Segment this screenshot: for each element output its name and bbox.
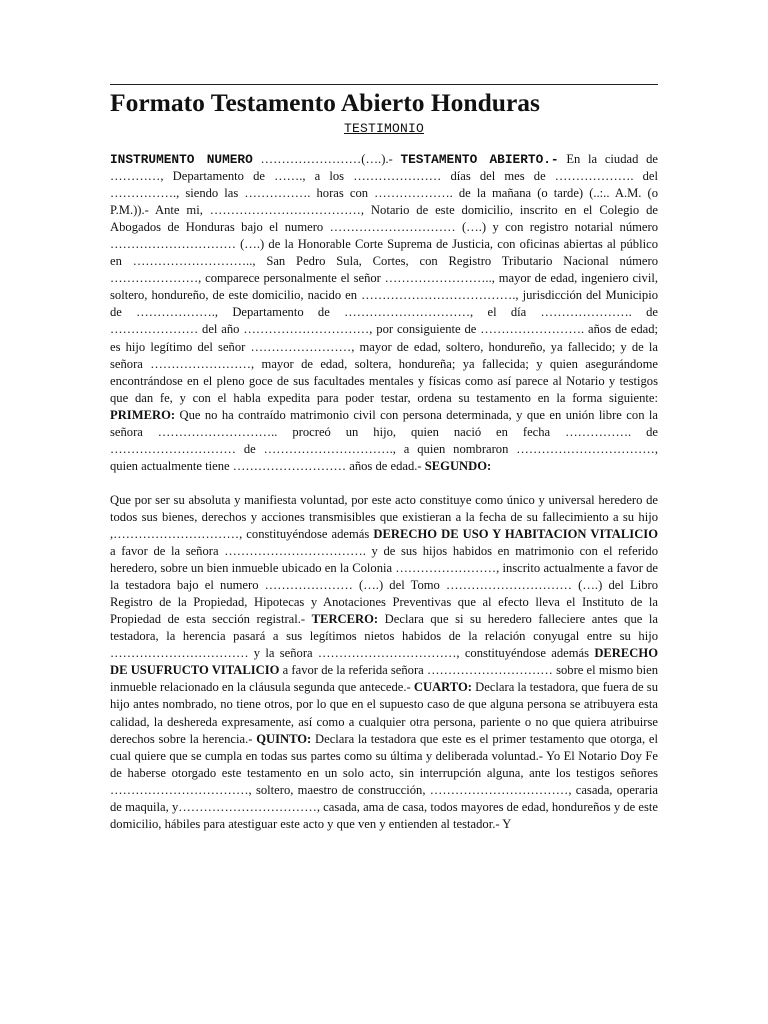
document-title: Formato Testamento Abierto Honduras	[110, 88, 540, 117]
body-text-run: ……………………(….).-	[252, 152, 401, 166]
keyword-quinto: QUINTO:	[256, 731, 312, 746]
paragraph-gap	[110, 475, 658, 492]
paragraph-1	[110, 151, 658, 475]
body-text-run: Que por ser su absoluta y manifiesta voluntad, por este acto constituye como único y universal heredero de todos sus bienes, derechos y acciones transmisibles que existieran a la fecha de su fallecimiento a su hijo ,…………………………, constituyéndose además	[110, 492, 658, 541]
document-subtitle: TESTIMONIO	[343, 121, 424, 136]
keyword-tercero: TERCERO:	[311, 612, 379, 627]
keyword-derecho-usufructo: DERECHO DE USUFRUCTO VITALICIO	[110, 646, 658, 678]
paragraph-2	[110, 492, 658, 833]
body-text-run: En la ciudad de …………, Departamento de ……., a los ………………… días del mes de ………………. del ……………., siendo las ……………. horas con ………………. de la mañana (o tarde) (..:.. A.M. (o P.M.)).- Ante mi, ………………………………, Notario de este domicilio, inscrito en el Colegio de Abogados de Honduras bajo el numero ………………………… (….) y con registro notarial número ………………………… (….) de la Honorable Corte Suprema de Justicia, con oficinas abiertas al público en ……………………….., San Pedro Sula, Cortes, con Registro Tributario Nacional número …………………, comparece personalmente el señor …………………….., mayor de edad, ingeniero civil, soltero, hondureño, de este domicilio, nacido en ………………………………., jurisdicción del Municipio de ………………., Departamento de …………………………, el día …………………. de ………………… del año …………………………, por consiguiente de ……………………. años de edad; es hijo legítimo del señor ……………………, mayor de edad, soltero, hondureño, ya fallecido; y de la señora ……………………, mayor de edad, soltera, hondureña; ya fallecida; y quien asegurándome encontrándose en el pleno goce de sus facultades mentales y físicas como así parece al Notario y testigos que dan fe, y con el habla expedita para poder testar, ordena su testamento en la forma siguiente:	[110, 152, 658, 405]
keyword-segundo: SEGUNDO:	[424, 458, 492, 473]
keyword-primero: PRIMERO:	[110, 407, 176, 422]
body-text-run: Declara que si su heredero falleciere antes que la testadora, la herencia pasará a sus legítimos nietos habidos de la relación conyugal entre su hijo …………………………… y la señora ……………………………, constituyéndose además	[110, 612, 659, 661]
body-text-run: Declara la testadora que este es el primer testamento que otorga, el cual quiere que se cumpla en todas sus partes como su última y deliberada voluntad.- Yo El Notario Doy Fe de haberse otorgado este testamento en un solo acto, sin interrupción alguna, ante los testigos señores ……………………………, soltero, maestro de construcción, ……………………………, casada, operaria de maquila, y……………………………, casada, ama de casa, todos mayores de edad, hondureños y de este domicilio, hábiles para atestiguar este acto y que ven y entienden al testador.- Y	[110, 731, 658, 831]
document-body	[110, 151, 658, 833]
body-text-run: Que no ha contraído matrimonio civil con persona determinada, y que en unión libre con la señora ……………………….. procreó un hijo, quien nació en fecha ……………. de ………………………… de …………………………., a quien nombraron ……………………………, quien actualmente tiene ……………………… años de edad.-	[110, 407, 658, 473]
keyword-cuarto: CUARTO:	[413, 680, 472, 695]
keyword-derecho-uso-habitacion: DERECHO DE USO Y HABITACION VITALICIO	[373, 526, 658, 541]
keyword-testamento-abierto: TESTAMENTO ABIERTO.-	[400, 152, 559, 167]
body-text-run: Declara la testadora, que fuera de su hijo antes nombrado, no tiene otros, por lo que en el supuesto caso de que alguna persona se atribuyera esta calidad, la deshereda expresamente, así como a cualquier otra persona, pariente o no que quiera atribuirse derechos sobre la herencia.-	[110, 680, 658, 746]
body-text-run: a favor de la señora ……………………………. y de sus hijos habidos en matrimonio con el referido heredero, sobre un bien inmueble ubicado en la Colonia ……………………, inscrito actualmente a favor de la testadora bajo el numero ………………… (….) del Tomo ………………………… (….) del Libro Registro de la Propiedad, Hipotecas y Anotaciones Preventivas que al efecto lleva el Instituto de la Propiedad de esta sección registral.-	[110, 544, 658, 627]
document-page	[110, 0, 658, 1024]
top-rule	[110, 84, 658, 85]
keyword-instrumento: INSTRUMENTO NUMERO	[110, 152, 253, 167]
body-text-run: a favor de la referida señora ………………………… sobre el mismo bien inmueble relacionado en la cláusula segunda que antecede.-	[110, 663, 659, 695]
